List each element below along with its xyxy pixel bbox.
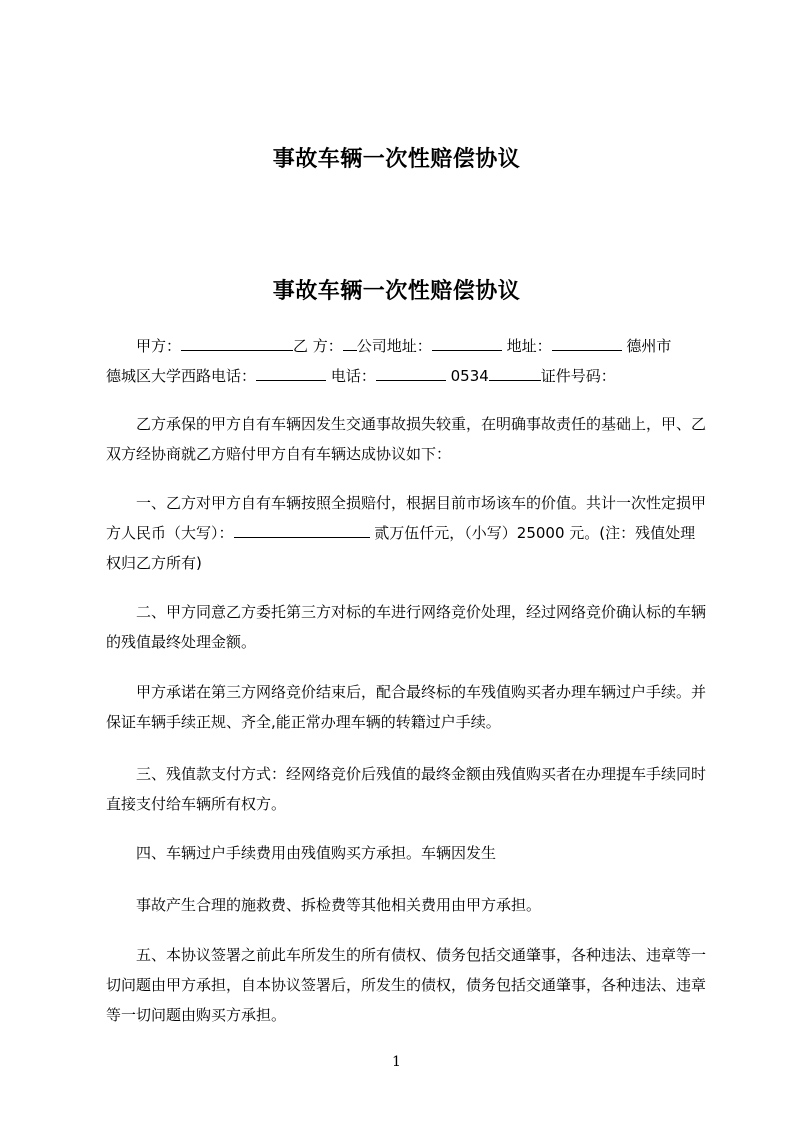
clause-2b [106, 677, 710, 737]
phone-label-2: 电话： [330, 367, 376, 385]
clause-1 [106, 488, 710, 578]
clause-4a-paragraph: 四、车辆过户手续费用由残值购买方承担。车辆因发生 [136, 844, 497, 862]
party-b-label: 乙 方： [293, 337, 343, 355]
clause-5 [106, 940, 710, 1030]
phone-blank-2 [376, 363, 446, 381]
clause-2 [106, 597, 710, 657]
intro-section [106, 409, 710, 469]
phone-value-blank [489, 363, 541, 381]
clause-3-paragraph: 三、残值款支付方式：经网络竞价后残值的最终金额由残值购买者在办理提车手续同时直接支付给车辆所有权方。 [106, 765, 707, 813]
company-address-label: 公司地址： [356, 337, 432, 355]
clause-1-text-b: 贰万伍仟元，（小写）25000 元。(注：残值处理权归乙方所有) [106, 524, 696, 572]
address-label: 地址： [506, 337, 552, 355]
parties-section [106, 331, 710, 391]
company-address-blank [432, 333, 502, 351]
clause-5-paragraph: 五、本协议签署之前此车所发生的所有债权、债务包括交通肇事，各种违法、违章等一切问题由甲方承担，自本协议签署后，所发生的债权，债务包括交通肇事，各种违法、违章等一切问题由购买方承担。 [106, 946, 707, 1024]
clause-1-paragraph [106, 488, 710, 578]
document-title-main: 事故车辆一次性赔偿协议 [272, 279, 521, 304]
clause-2b-paragraph: 甲方承诺在第三方网络竞价结束后，配合最终标的车残值购买者办理车辆过户手续。并保证车辆手续正规、齐全,能正常办理车辆的转籍过户手续。 [106, 683, 707, 731]
phone-value: 0534 [450, 367, 489, 385]
parties-paragraph [106, 331, 710, 391]
document-title-top: 事故车辆一次性赔偿协议 [272, 147, 521, 172]
phone-blank-1 [256, 363, 326, 381]
clause-2-paragraph: 二、甲方同意乙方委托第三方对标的车进行网络竞价处理，经过网络竞价确认标的车辆的残值最终处理金额。 [106, 603, 707, 651]
party-b-blank [343, 333, 357, 351]
intro-paragraph: 乙方承保的甲方自有车辆因发生交通事故损失较重，在明确事故责任的基础上，甲、乙双方经协商就乙方赔付甲方自有车辆达成协议如下： [106, 415, 707, 463]
clause-3 [106, 759, 710, 819]
clause-4a [106, 838, 710, 868]
party-a-label: 甲方： [136, 337, 182, 355]
page-number: 1 [392, 1054, 401, 1070]
id-label: 证件号码： [540, 367, 616, 385]
address-value-2: 德城区大学西路 [106, 367, 212, 385]
address-value-1: 德州市 [626, 337, 672, 355]
clause-4b-paragraph: 事故产生合理的施救费、拆检费等其他相关费用由甲方承担。 [136, 896, 542, 914]
address-blank [552, 333, 622, 351]
phone-label-1: 电话： [211, 367, 257, 385]
clause-4b [106, 890, 710, 920]
amount-uppercase-blank [234, 520, 370, 538]
clause-1-text-a: 一、乙方对甲方自有车辆按照全损赔付，根据目前市场该车的价值。共计一次性定损甲方人民币（大写）： [106, 494, 707, 542]
party-a-blank [181, 333, 293, 351]
